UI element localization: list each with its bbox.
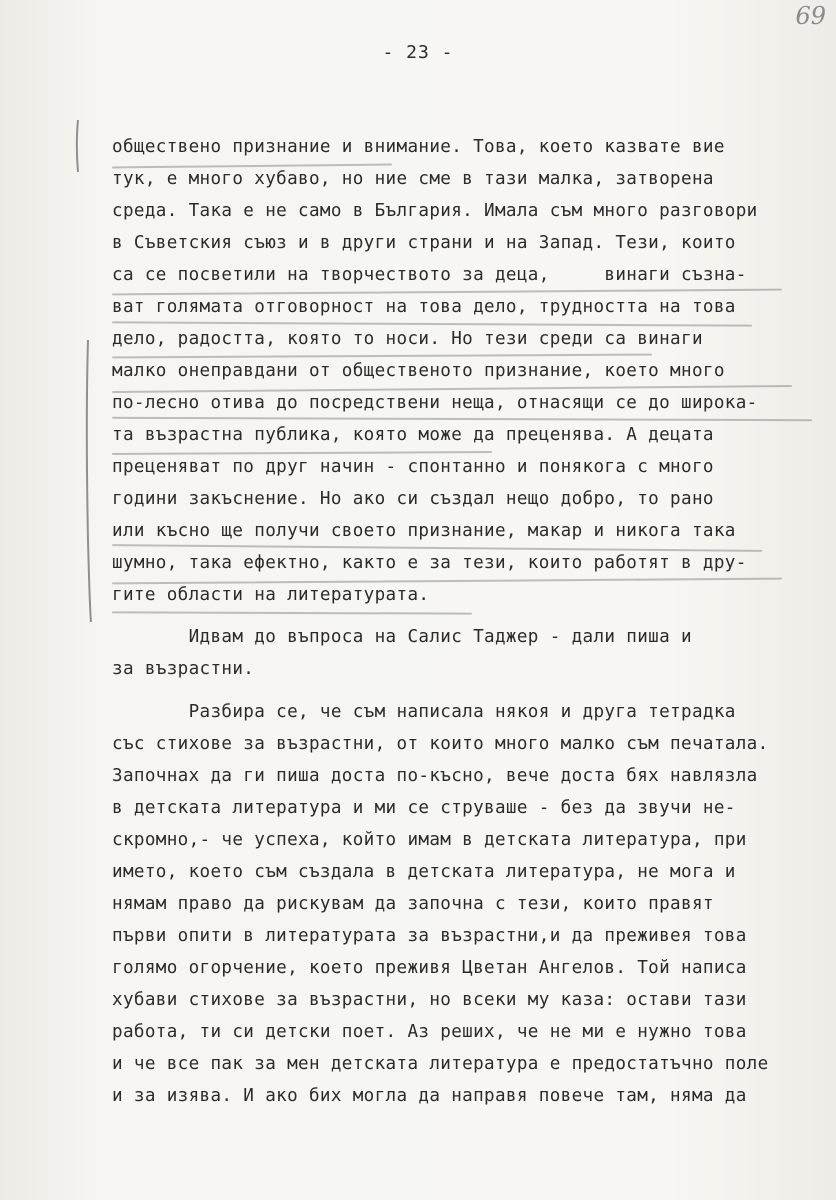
text-line: дело, радостта, която то носи. Но тези среди са винаги (112, 329, 703, 349)
text-line: тук, е много хубаво, но ние сме в тази малка, затворена (112, 169, 714, 189)
text-line: в Съветския съюз и в други страни и на Запад. Тези, които (112, 233, 736, 253)
text-line: Разбира се, че съм написала някоя и друга тетрадка (112, 702, 736, 722)
text-line: в детската литература и ми се струваше - без да звучи не- (112, 798, 736, 818)
margin-pencil-mark (60, 110, 120, 630)
pencil-underline (112, 354, 652, 359)
pencil-underline (112, 164, 392, 169)
text-line: гите области на литературата. (112, 585, 430, 605)
pencil-underline (112, 611, 472, 614)
text-line: със стихове за възрастни, от които много малко съм печатала. (112, 734, 769, 754)
text-line: първи опити в литературата за възрастни,и да преживея това (112, 926, 747, 946)
page-number: - 23 - (382, 42, 454, 63)
text-line: ват голямата отговорност на това дело, трудността на това (112, 297, 736, 317)
text-line: малко онеправдани от общественото признание, което много (112, 361, 725, 381)
text-line: и че все пак за мен детската литература е предостатъчно поле (112, 1054, 769, 1074)
text-line: скромно,- че успеха, който имам в детската литература, при (112, 830, 747, 850)
text-line: Започнах да ги пиша доста по-късно, вече доста бях навлязла (112, 766, 758, 786)
pencil-underline (112, 451, 492, 455)
text-line: среда. Така е не само в България. Имала съм много разговори (112, 201, 758, 221)
text-line: голямо огорчение, което преживя Цветан Ангелов. Той написа (112, 958, 747, 978)
text-line: нямам право да рискувам да започна с тези, които правят (112, 894, 714, 914)
text-line: и за изява. И ако бих могла да направя повече там, няма да (112, 1086, 747, 1106)
text-line: та възрастна публика, която може да преценява. А децата (112, 425, 714, 445)
text-line: хубави стихове за възрастни, но всеки му каза: остави тази (112, 990, 747, 1010)
text-line: обществено признание и внимание. Това, което казвате вие (112, 137, 725, 157)
text-line: за възрастни. (112, 659, 255, 679)
pencil-underline (112, 321, 752, 326)
text-line: Идвам до въпроса на Салис Таджер - дали пиша и (112, 627, 692, 647)
pencil-underline (112, 289, 782, 296)
text-line: по-лесно отива до посредствени неща, отнасящи се до широка- (112, 393, 758, 413)
text-line: работа, ти си детски поет. Аз реших, че не ми е нужно това (112, 1022, 747, 1042)
pencil-underline (112, 385, 792, 393)
pencil-underline (112, 544, 762, 552)
pencil-underline (112, 417, 812, 421)
text-line: са се посветили на творчеството за деца, винаги съзна- (112, 265, 747, 285)
text-line: или късно ще получи своето признание, макар и никога така (112, 521, 736, 541)
pencil-underline (112, 578, 782, 585)
text-line: преценяват по друг начин - спонтанно и понякога с много (112, 457, 714, 477)
text-line: години закъснение. Но ако си създал нещо добро, то рано (112, 489, 714, 509)
text-line: шумно, така ефектно, както е за тези, които работят в дру- (112, 553, 747, 573)
text-line: името, което съм създала в детската литература, не мога и (112, 862, 736, 882)
folio-number: 69 (795, 2, 826, 30)
